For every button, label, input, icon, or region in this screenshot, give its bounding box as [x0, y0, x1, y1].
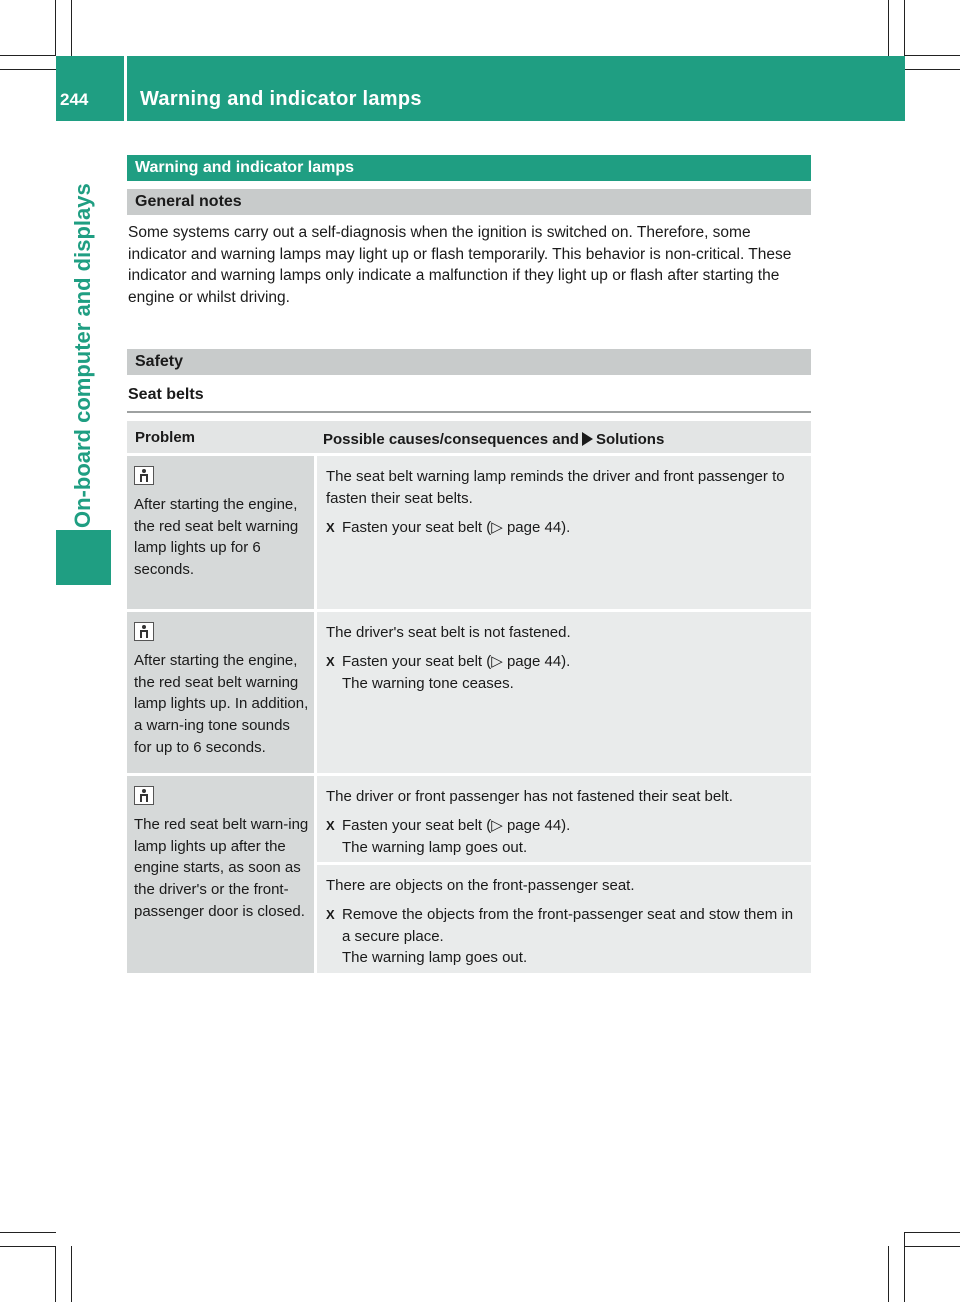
step-text-group: [342, 651, 805, 695]
safety-heading: Safety: [127, 349, 811, 375]
chapter-side-label: On-board computer and displays: [70, 183, 95, 528]
action-step: [326, 815, 805, 859]
table-row: [127, 456, 811, 609]
column-header-solutions-prefix: Possible causes/consequences and: [323, 431, 579, 448]
cause-text: The seat belt warning lamp reminds the driver and front passenger to fasten their seat belts.: [326, 468, 785, 507]
cause-text: There are objects on the front-passenger seat.: [326, 877, 635, 894]
crop-mark: [55, 0, 56, 56]
chapter-tab-marker: [56, 530, 111, 585]
solutions-cell: [317, 456, 811, 609]
crop-mark: [904, 0, 905, 56]
step-text: Fasten your seat belt (▷ page 44).: [342, 652, 571, 670]
solution-block: [317, 456, 811, 609]
crop-mark: [71, 1246, 72, 1302]
heading-rule: [127, 411, 811, 413]
step-text: Fasten your seat belt (▷ page 44).: [342, 816, 571, 834]
solution-block: [317, 776, 811, 862]
crop-mark: [904, 69, 960, 70]
step-marker-icon: X: [326, 906, 335, 922]
problem-cell: [127, 776, 314, 973]
warning-lamp-table: [127, 421, 811, 973]
crop-mark: [0, 55, 56, 56]
step-text: Remove the objects from the front-passenger seat and stow them in a secure place.: [342, 905, 794, 945]
general-notes-heading: General notes: [127, 189, 811, 215]
crop-mark: [0, 1232, 56, 1233]
solution-block: [317, 865, 811, 973]
general-notes-paragraph: [128, 222, 812, 308]
crop-mark: [904, 1232, 905, 1302]
column-header-solutions: [314, 421, 811, 453]
problem-cell: [127, 456, 314, 609]
running-title: Warning and indicator lamps: [140, 88, 422, 110]
cause-text: The driver's seat belt is not fastened.: [326, 624, 571, 641]
action-step: [326, 651, 805, 695]
paragraph-text: Some systems carry out a self-diagnosis when the ignition is switched on. Therefore, some indicator and warning lamps may light up or flash temporarily. This behavior is non-critical. These indicator and warning lamps only indicate a malfunction if they light up or flash after starting the engine or whilst driving.: [128, 224, 792, 306]
table-row: [127, 612, 811, 773]
problem-text: After starting the engine, the red seat belt warning lamp lights up. In addition, a warn-ing tone sounds for up to 6 seconds.: [134, 651, 309, 756]
step-result: The warning lamp goes out.: [342, 949, 528, 967]
problem-text: The red seat belt warn-ing lamp lights up after the engine starts, as soon as the driver's or the front-passenger door is closed.: [134, 815, 309, 920]
crop-mark: [55, 1246, 56, 1302]
crop-mark: [0, 1246, 56, 1247]
seat-belt-warning-icon: [134, 622, 154, 641]
table-header: [127, 421, 811, 453]
solutions-cell: [317, 612, 811, 773]
step-text-group: [342, 815, 805, 859]
problem-text: After starting the engine, the red seat belt warning lamp lights up for 6 seconds.: [134, 495, 299, 579]
column-header-problem: Problem: [135, 429, 196, 446]
action-step: [326, 904, 805, 969]
page-number: 244: [60, 90, 89, 109]
seat-belts-heading: Seat belts: [128, 386, 204, 403]
crop-mark: [71, 0, 72, 56]
crop-mark: [0, 69, 56, 70]
cause-text: The driver or front passenger has not fastened their seat belt.: [326, 788, 733, 805]
seat-belt-warning-icon: [134, 786, 154, 805]
step-result: The warning lamp goes out.: [342, 838, 528, 856]
problem-cell: [127, 612, 314, 773]
crop-mark: [904, 1232, 960, 1233]
step-text: Fasten your seat belt (▷ page 44).: [342, 518, 571, 536]
seat-belt-warning-icon: [134, 466, 154, 485]
step-marker-icon: X: [326, 519, 335, 535]
crop-mark: [888, 1246, 889, 1302]
column-header-solutions-suffix: Solutions: [595, 431, 665, 448]
action-step: [326, 517, 805, 539]
step-result: The warning tone ceases.: [342, 674, 514, 692]
crop-mark: [904, 1246, 960, 1247]
section-title: Warning and indicator lamps: [127, 155, 811, 181]
solution-block: [317, 612, 811, 773]
step-marker-icon: X: [326, 817, 335, 833]
table-row: [127, 776, 811, 973]
crop-mark: [888, 0, 889, 56]
crop-mark: [904, 55, 960, 56]
solutions-cell: [317, 776, 811, 973]
header-divider: [124, 56, 127, 121]
step-text-group: [342, 904, 805, 969]
step-marker-icon: X: [326, 653, 335, 669]
arrow-right-icon: [582, 432, 593, 446]
